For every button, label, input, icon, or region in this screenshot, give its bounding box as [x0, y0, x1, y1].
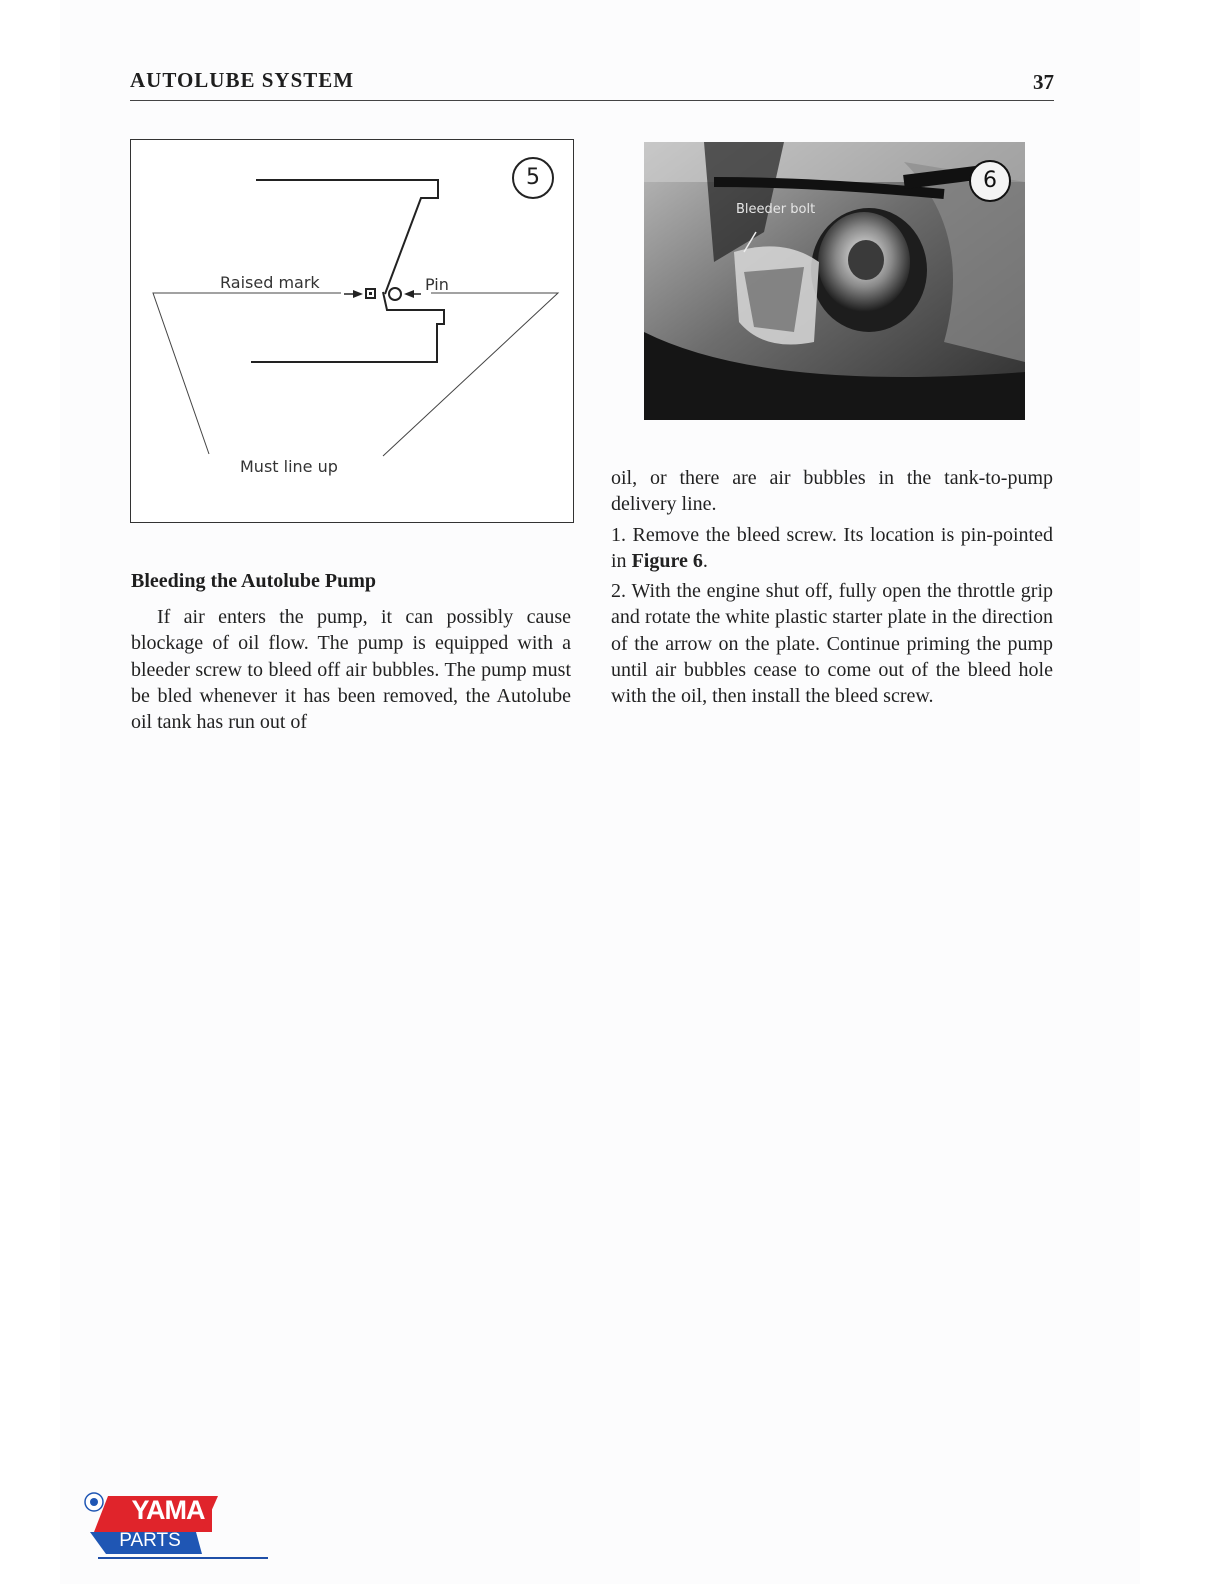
- pin-arrowhead: [404, 290, 414, 298]
- callout-line-right: [383, 293, 558, 456]
- page-header: [130, 66, 1054, 101]
- step-1: 1. Remove the bleed screw. Its location is pin-pointed in Figure 6.: [611, 523, 1053, 572]
- figure-5-number-badge: 5: [512, 157, 554, 199]
- figure-5-diagram: [130, 139, 574, 523]
- logo-yama-text: YAMA: [131, 1495, 205, 1525]
- step-2: 2. With the engine shut off, fully open the throttle grip and rotate the white plastic starter plate in the direction of the arrow on the plate. Continue priming the pump until air bubbles cease to come out of the bleed hole with the oil, then install the bleed screw.: [611, 580, 1053, 708]
- page-number: 37: [1033, 70, 1054, 94]
- raised-mark-label: Raised mark: [220, 273, 320, 292]
- figure-6-photo: [644, 142, 1025, 420]
- figure-5-drawing: [131, 140, 573, 522]
- pin-label: Pin: [425, 275, 449, 294]
- figure-6-number-badge: 6: [969, 160, 1011, 202]
- logo-parts-text: PARTS: [119, 1530, 181, 1551]
- intro-paragraph-left: If air enters the pump, it can possibly cause blockage of oil flow. The pump is equipped with a bleeder screw to bleed off air bubbles. The pump must be bled whenever it has been removed, the Autolube oil tank has run out of: [131, 606, 571, 734]
- lower-bracket-line: [251, 292, 444, 362]
- figure-6-photo-art: [644, 142, 1025, 420]
- logo-underline: [98, 1557, 268, 1559]
- pin-circle: [389, 288, 401, 300]
- figure-6-reference: Figure 6: [631, 549, 703, 572]
- right-column-text: [611, 465, 1053, 714]
- yamaparts-logo: [84, 1492, 268, 1562]
- intro-paragraph-continued: oil, or there are air bubbles in the tank-to-pump delivery line.: [611, 467, 1053, 516]
- bleeder-bolt-label: Bleeder bolt: [736, 202, 816, 217]
- raised-mark-arrowhead: [353, 290, 363, 298]
- callout-line-left: [153, 293, 341, 454]
- running-title: AUTOLUBE SYSTEM: [130, 68, 355, 92]
- section-heading: Bleeding the Autolube Pump: [131, 570, 377, 592]
- must-line-up-label: Must line up: [240, 457, 338, 476]
